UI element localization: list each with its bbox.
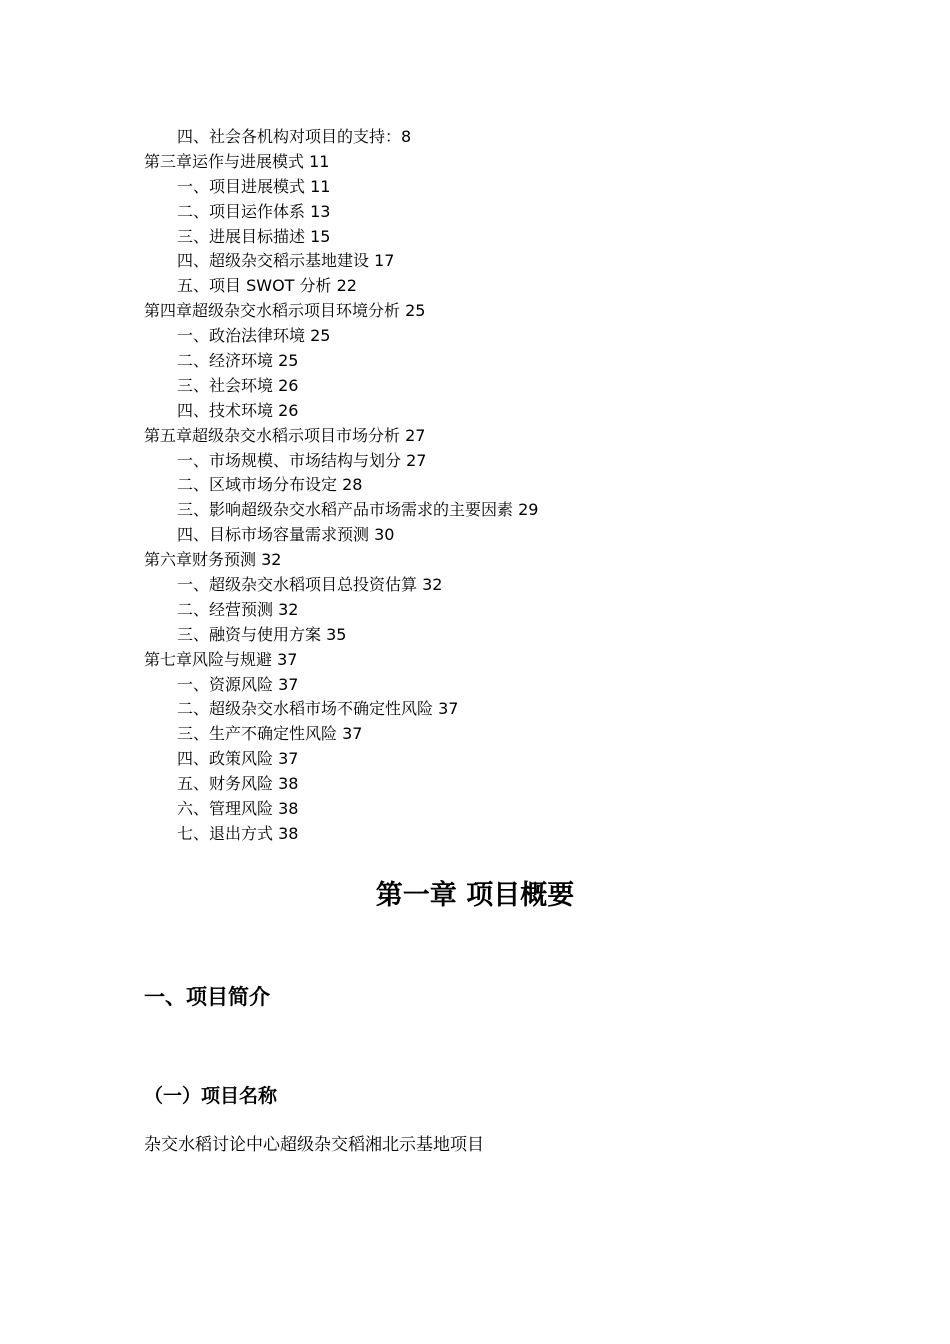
- toc-section-entry: 二、经济环境 25: [177, 351, 299, 371]
- toc-section-entry: 六、管理风险 38: [177, 799, 299, 819]
- toc-section-entry: 一、项目进展模式 11: [177, 176, 331, 196]
- toc-section-entry: 四、技术环境 26: [177, 400, 299, 420]
- toc-section-entry: 四、政策风险 37: [177, 749, 299, 769]
- toc-section-entry: 四、超级杂交稻示基地建设 17: [177, 251, 395, 271]
- toc-section-entry: 一、超级杂交水稻项目总投资估算 32: [177, 575, 443, 595]
- toc-section-entry: 四、社会各机构对项目的支持：8: [177, 127, 412, 146]
- toc-section-entry: 五、项目 SWOT 分析 22: [177, 276, 357, 296]
- section-title: 一、项目简介: [144, 985, 270, 1009]
- toc-section-entry: 三、进展目标描述 15: [177, 226, 331, 246]
- toc-section-entry: 四、目标市场容量需求预测 30: [177, 525, 395, 545]
- chapter-title: 第一章 项目概要: [375, 880, 575, 911]
- toc-section-entry: 三、影响超级杂交水稻产品市场需求的主要因素 29: [177, 500, 539, 520]
- toc-section-entry: 三、融资与使用方案 35: [177, 624, 347, 644]
- toc-chapter-entry: 第七章风险与规避 37: [144, 649, 298, 669]
- body-paragraph: 杂交水稻讨论中心超级杂交稻湘北示基地项目: [144, 1135, 484, 1155]
- toc-section-entry: 一、资源风险 37: [177, 674, 299, 694]
- toc-section-entry: 二、经营预测 32: [177, 599, 299, 619]
- table-of-contents: [144, 125, 844, 847]
- subsection-title: （一）项目名称: [144, 1085, 278, 1107]
- toc-chapter-entry: 第三章运作与进展模式 11: [144, 151, 330, 171]
- toc-chapter-entry: 第六章财务预测 32: [144, 550, 282, 570]
- toc-section-entry: 二、超级杂交水稻市场不确定性风险 37: [177, 699, 459, 719]
- toc-section-entry: 一、市场规模、市场结构与划分 27: [177, 450, 427, 470]
- toc-section-entry: 二、区域市场分布设定 28: [177, 475, 363, 495]
- toc-section-entry: 二、项目运作体系 13: [177, 201, 331, 221]
- toc-section-entry: 七、退出方式 38: [177, 823, 299, 843]
- toc-section-entry: 一、政治法律环境 25: [177, 326, 331, 346]
- toc-section-entry: 三、生产不确定性风险 37: [177, 724, 363, 744]
- toc-chapter-entry: 第四章超级杂交水稻示项目环境分析 25: [144, 301, 426, 321]
- toc-chapter-entry: 第五章超级杂交水稻示项目市场分析 27: [144, 425, 426, 445]
- toc-section-entry: 五、财务风险 38: [177, 774, 299, 794]
- toc-section-entry: 三、社会环境 26: [177, 375, 299, 395]
